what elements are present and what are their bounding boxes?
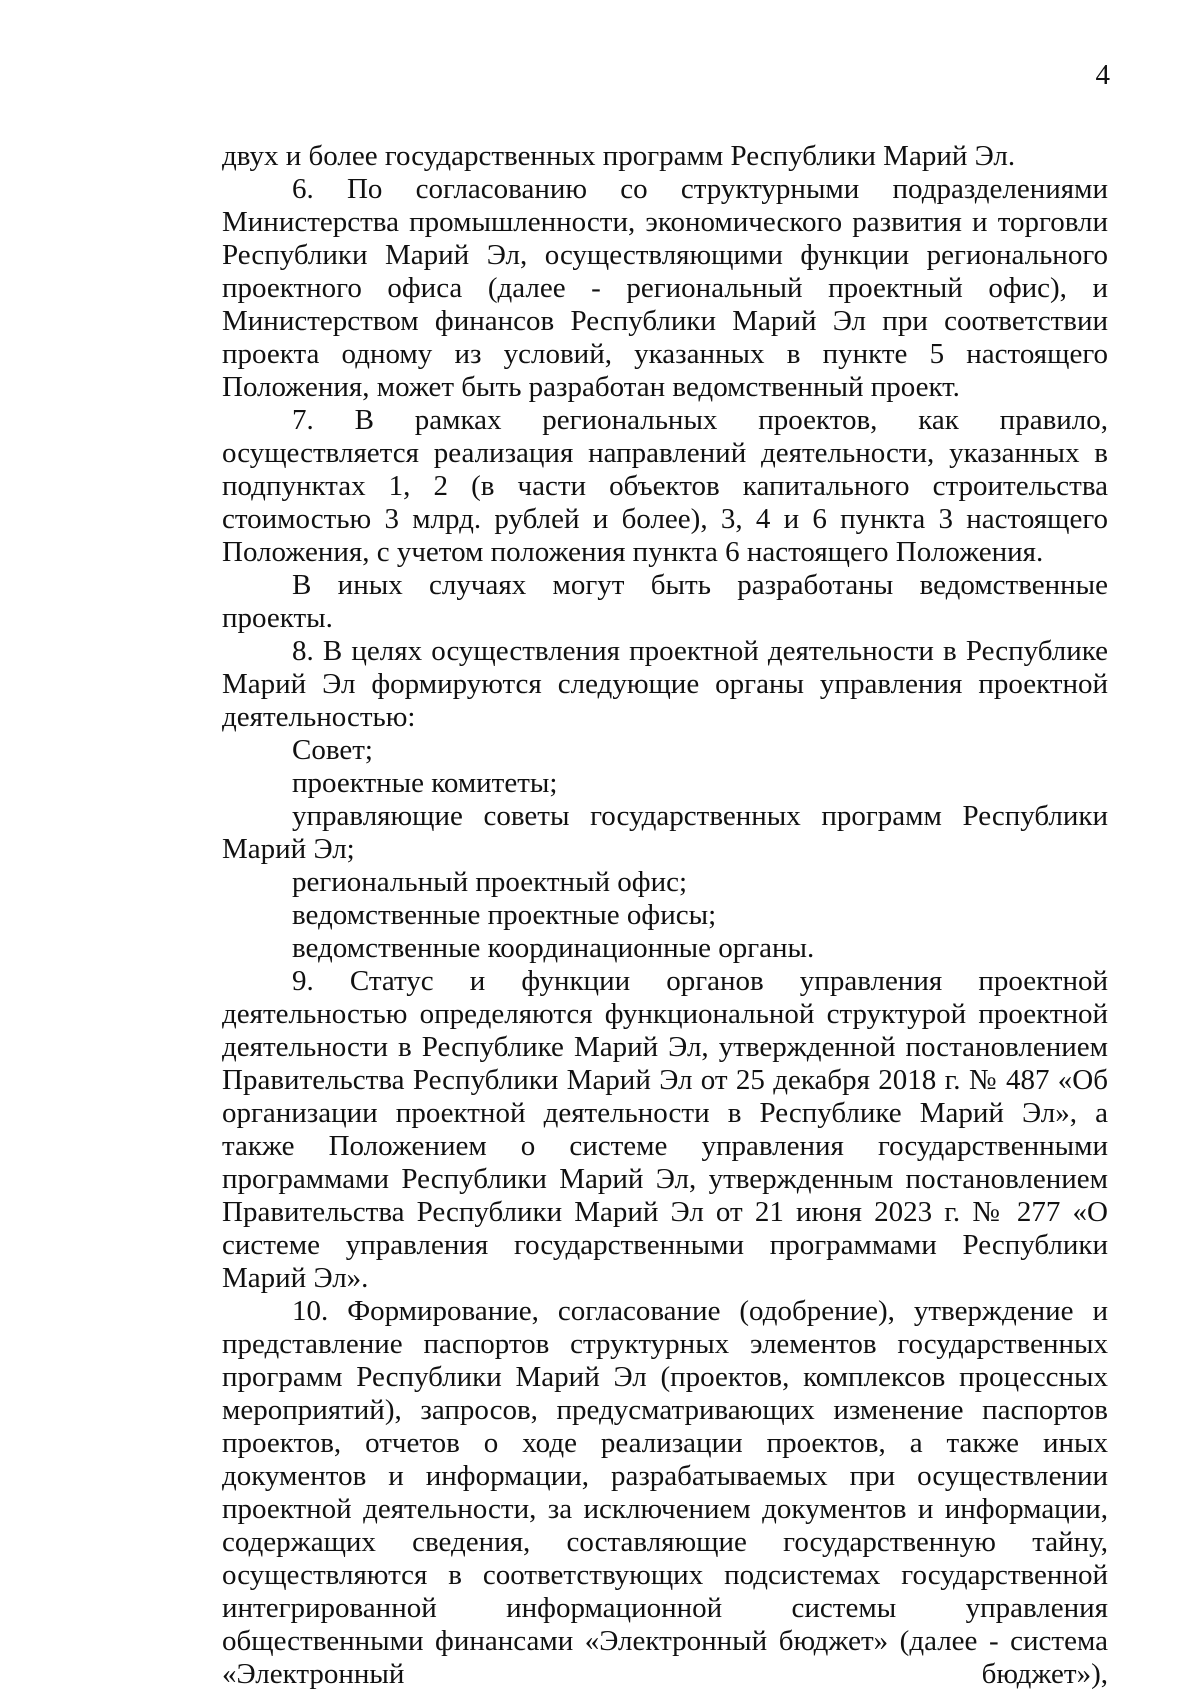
list-item: региональный проектный офис; <box>292 866 688 898</box>
list-item: управляющие советы государственных программ Республики Марий Эл; <box>222 800 1108 865</box>
document-body <box>222 140 1108 1691</box>
list-item: ведомственные проектные офисы; <box>292 899 717 931</box>
paragraph-continuation: двух и более государственных программ Республики Марий Эл. <box>222 140 1016 172</box>
paragraph-8: 8. В целях осуществления проектной деятельности в Республике Марий Эл формируются следующие органы управления проектной деятельностью: <box>222 635 1108 733</box>
paragraph-10: 10. Формирование, согласование (одобрение), утверждение и представление паспортов структурных элементов государственных программ Республики Марий Эл (проектов, комплексов процессных мероприятий), запросов, предусматривающих изменение паспортов проектов, отчетов о ходе реализации проектов, а также иных документов и информации, разрабатываемых при осуществлении проектной деятельности, за исключением документов и информации, содержащих сведения, составляющие государственную тайну, осуществляются в соответствующих подсистемах государственной интегрированной информационной системы управления общественными финансами «Электронный бюджет» (далее - система «Электронный бюджет»), <box>222 1295 1108 1690</box>
paragraph-7: 7. В рамках региональных проектов, как правило, осуществляется реализация направлений деятельности, указанных в подпунктах 1, 2 (в части объектов капитального строительства стоимостью 3 млрд. рублей и более), 3, 4 и 6 пункта 3 настоящего Положения, с учетом положения пункта 6 настоящего Положения. <box>222 404 1108 568</box>
paragraph-6: 6. По согласованию со структурными подразделениями Министерства промышленности, экономического развития и торговли Республики Марий Эл, осуществляющими функции регионального проектного офиса (далее - региональный проектный офис), и Министерством финансов Республики Марий Эл при соответствии проекта одному из условий, указанных в пункте 5 настоящего Положения, может быть разработан ведомственный проект. <box>222 173 1108 403</box>
list-item: проектные комитеты; <box>292 767 558 799</box>
paragraph-7-note: В иных случаях могут быть разработаны ведомственные проекты. <box>222 569 1108 634</box>
bodies-list <box>222 734 1108 965</box>
page-number: 4 <box>1095 59 1110 91</box>
paragraph-9: 9. Статус и функции органов управления проектной деятельностью определяются функциональной структурой проектной деятельности в Республике Марий Эл, утвержденной постановлением Правительства Республики Марий Эл от 25 декабря 2018 г. № 487 «Об организации проектной деятельности в Республике Марий Эл», а также Положением о системе управления государственными программами Республики Марий Эл, утвержденным постановлением Правительства Республики Марий Эл от 21 июня 2023 г. № 277 «О системе управления государственными программами Республики Марий Эл». <box>222 965 1108 1294</box>
list-item: ведомственные координационные органы. <box>292 932 815 964</box>
list-item: Совет; <box>292 734 373 766</box>
